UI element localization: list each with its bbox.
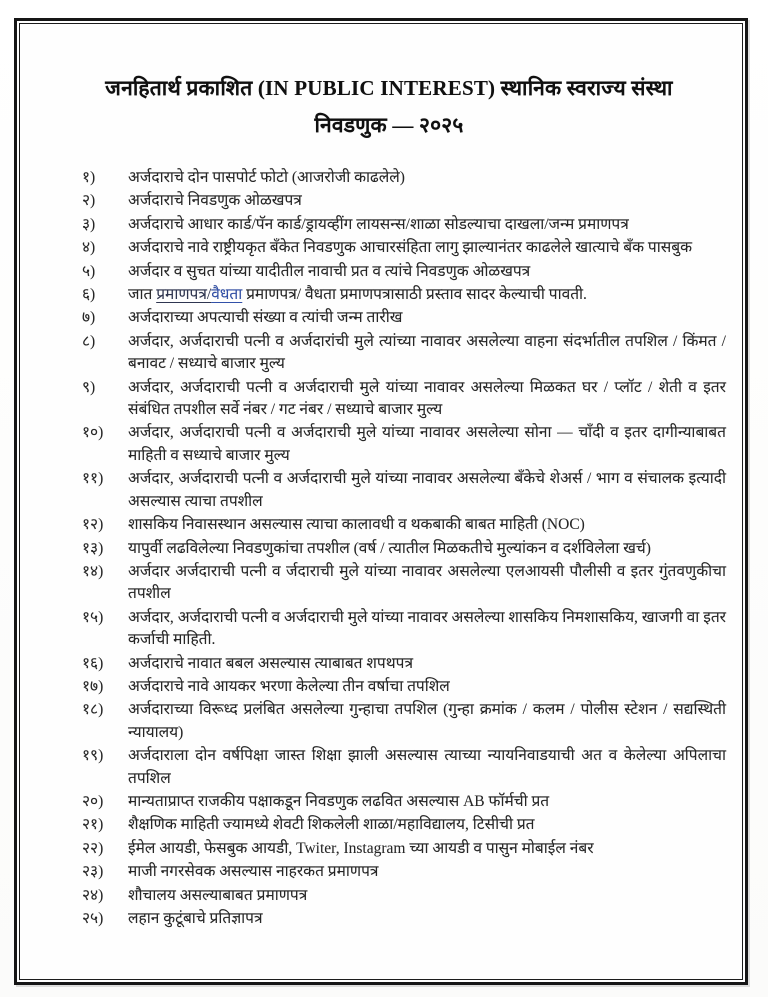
list-item: [82, 861, 726, 883]
item-number: १३): [82, 539, 104, 557]
item-number: ११): [82, 470, 104, 488]
item-text: अर्जदाराचे नावे राष्ट्रीयकृत बँकेत निवडणुक आचारसंहिता लागु झाल्यानंतर काढलेले खात्याचे बँक पासबुक: [128, 239, 692, 257]
item-number: २४): [82, 886, 104, 904]
item-number: ३): [82, 215, 96, 233]
item-text: अर्जदार, अर्जदाराची पत्नी व अर्जदाराची मुले यांच्या नावावर असलेल्या बँकेचे शेअर्स / भाग व संचालक इत्यादी असल्यास त्याचा तपशील: [128, 470, 726, 510]
item-text: अर्जदार व सुचत यांच्या यादीतील नावाची प्रत व त्यांचे निवडणुक ओळखपत्र: [128, 262, 531, 280]
item-number: १): [82, 169, 96, 186]
list-item: [82, 422, 726, 467]
item-text: अर्जदार, अर्जदाराची पत्नी व अर्जदाराची मुले यांच्या नावावर असलेल्या मिळकत घर / प्लॉट / शेती व इतर संबंधित तपशील सर्वे नंबर / गट नंबर / सध्याचे बाजार मुल्य: [128, 378, 726, 419]
requirements-list: [82, 167, 726, 930]
item-text: अर्जदाराचे आधार कार्ड/पॅन कार्ड/ड्रायव्हींग लायसन्स/शाळा सोडल्याचा दाखला/जन्म प्रमाणपत्र: [128, 215, 629, 233]
item-number: २५): [82, 910, 104, 927]
item-number: १९): [82, 747, 104, 765]
document-border-inner-line: [19, 23, 743, 980]
item-number: ७): [82, 309, 96, 327]
list-item: [82, 331, 726, 376]
item-number: ८): [82, 332, 96, 350]
document-content: [20, 24, 742, 979]
item-text-segment: प्रमाणपत्र/ वैधता प्रमाणपत्रासाठी प्रस्ताव सादर केल्याची पावती.: [242, 286, 587, 304]
item-number: १७): [82, 677, 104, 695]
item-number: १५): [82, 608, 104, 626]
item-text: अर्जदार अर्जदाराची पत्नी व र्जदाराची मुले यांच्या नावावर असलेल्या एलआयसी पौलीसी व इतर गुंतवणुकीचा तपशील: [128, 562, 726, 603]
list-item: [82, 190, 726, 212]
document-title: [52, 70, 726, 144]
list-item: [82, 261, 726, 283]
item-number: २३): [82, 863, 104, 881]
list-item: [82, 745, 726, 790]
item-number: २०): [82, 792, 104, 810]
item-number: २२): [82, 839, 104, 857]
list-item: [82, 561, 726, 606]
list-item: [82, 838, 726, 860]
item-number: २): [82, 192, 96, 210]
item-number: ५): [82, 262, 96, 280]
item-text: अर्जदाराला दोन वर्षपिक्षा जास्त शिक्षा झाली असल्यास त्याच्या न्यायनिवाडयाची अत व केलेल्या अपिलाचा तपशिल: [128, 747, 726, 787]
item-text: अर्जदाराचे निवडणुक ओळखपत्र: [128, 192, 302, 210]
item-text: अर्जदार, अर्जदाराची पत्नी व अर्जदारांची मुले त्यांच्या नावावर असलेल्या वाहना संदर्भातील तपशिल / किंमत / बनावट / सध्याचे बाजार मुल्य: [128, 332, 726, 373]
item-text: अर्जदाराचे नावात बबल असल्यास त्याबाबत शपथपत्र: [128, 654, 413, 672]
list-item: [82, 514, 726, 536]
list-item: [82, 653, 726, 675]
list-item: [82, 538, 726, 560]
item-number: १२): [82, 516, 104, 534]
item-number: २१): [82, 816, 104, 834]
item-number: ९): [82, 378, 96, 396]
list-item: [82, 791, 726, 813]
item-number: १४): [82, 562, 104, 580]
item-number: १०): [82, 424, 104, 442]
item-text: माजी नगरसेवक असल्यास नाहरकत प्रमाणपत्र: [128, 863, 379, 881]
item-text: शासकिय निवासस्थान असल्यास त्याचा कालावधी व थकबाकी बाबत माहिती (NOC): [128, 516, 585, 534]
list-item: [82, 814, 726, 836]
item-text: अर्जदाराचे दोन पासपोर्ट फोटो (आजरोजी काढलेले): [128, 169, 405, 186]
item-text-segment: प्रमाणपत्र/: [156, 286, 212, 304]
list-item: [82, 885, 726, 907]
item-text: अर्जदाराच्या विरूध्द प्रलंबित असलेल्या गुन्हाचा तपशिल (गुन्हा क्रमांक / कलम / पोलीस स्टेशन / सद्यस्थिती न्यायालय): [128, 701, 726, 741]
item-text: अर्जदार, अर्जदाराची पत्नी व अर्जदाराची मुले यांच्या नावावर असलेल्या सोना — चाँदी व इतर दागीन्याबाबत माहिती व सध्याचे बाजार मुल्य: [128, 424, 726, 464]
document-border-frame: [14, 18, 748, 985]
item-text: मान्यताप्राप्त राजकीय पक्षाकडून निवडणुक लढवित असल्यास AB फॉर्मची प्रत: [128, 792, 550, 810]
list-item: [82, 676, 726, 698]
item-number: ६): [82, 286, 96, 304]
document-title-line1: जनहितार्थ प्रकाशित (IN PUBLIC INTEREST) स्थानिक स्वराज्य संस्था: [105, 76, 673, 100]
underlined-link-text: वैधता: [211, 286, 243, 304]
list-item: [82, 307, 726, 329]
list-item: [82, 377, 726, 422]
item-text: अर्जदार, अर्जदाराची पत्नी व अर्जदाराची मुले यांच्या नावावर असलेल्या शासकिय निमशासकिय, खाजगी वा इतर कर्जाची माहिती.: [128, 608, 726, 649]
item-number: ४): [82, 239, 96, 257]
list-item: [82, 908, 726, 930]
list-item: [82, 214, 726, 236]
list-item: [82, 468, 726, 513]
document-title-line2: निवडणुक — २०२५: [314, 113, 464, 137]
item-text: शौचालय असल्याबाबत प्रमाणपत्र: [128, 886, 308, 904]
list-item: [82, 699, 726, 744]
item-text: लहान कुटूंबाचे प्रतिज्ञापत्र: [128, 910, 263, 927]
item-number: १६): [82, 654, 104, 672]
item-text: शैक्षणिक माहिती ज्यामध्ये शेवटी शिकलेली शाळा/महाविद्यालय, टिसीची प्रत: [128, 816, 535, 834]
item-text: अर्जदाराच्या अपत्याची संख्या व त्यांची जन्म तारीख: [128, 309, 403, 327]
item-number: १८): [82, 701, 104, 719]
list-item: [82, 607, 726, 652]
list-item: [82, 284, 726, 306]
list-item: [82, 167, 726, 189]
item-text: [128, 284, 726, 306]
list-item: [82, 237, 726, 259]
item-text: ईमेल आयडी, फेसबुक आयडी, Twiter, Instagram च्या आयडी व पासुन मोबाईल नंबर: [128, 839, 594, 857]
item-text: अर्जदाराचे नावे आयकर भरणा केलेल्या तीन वर्षाचा तपशिल: [128, 677, 450, 695]
item-text-segment: जात: [128, 286, 157, 304]
item-text: यापुर्वी लढविलेल्या निवडणुकांचा तपशील (वर्ष / त्यातील मिळकतीचे मुल्यांकन व दर्शविलेला खर्च): [128, 539, 651, 557]
